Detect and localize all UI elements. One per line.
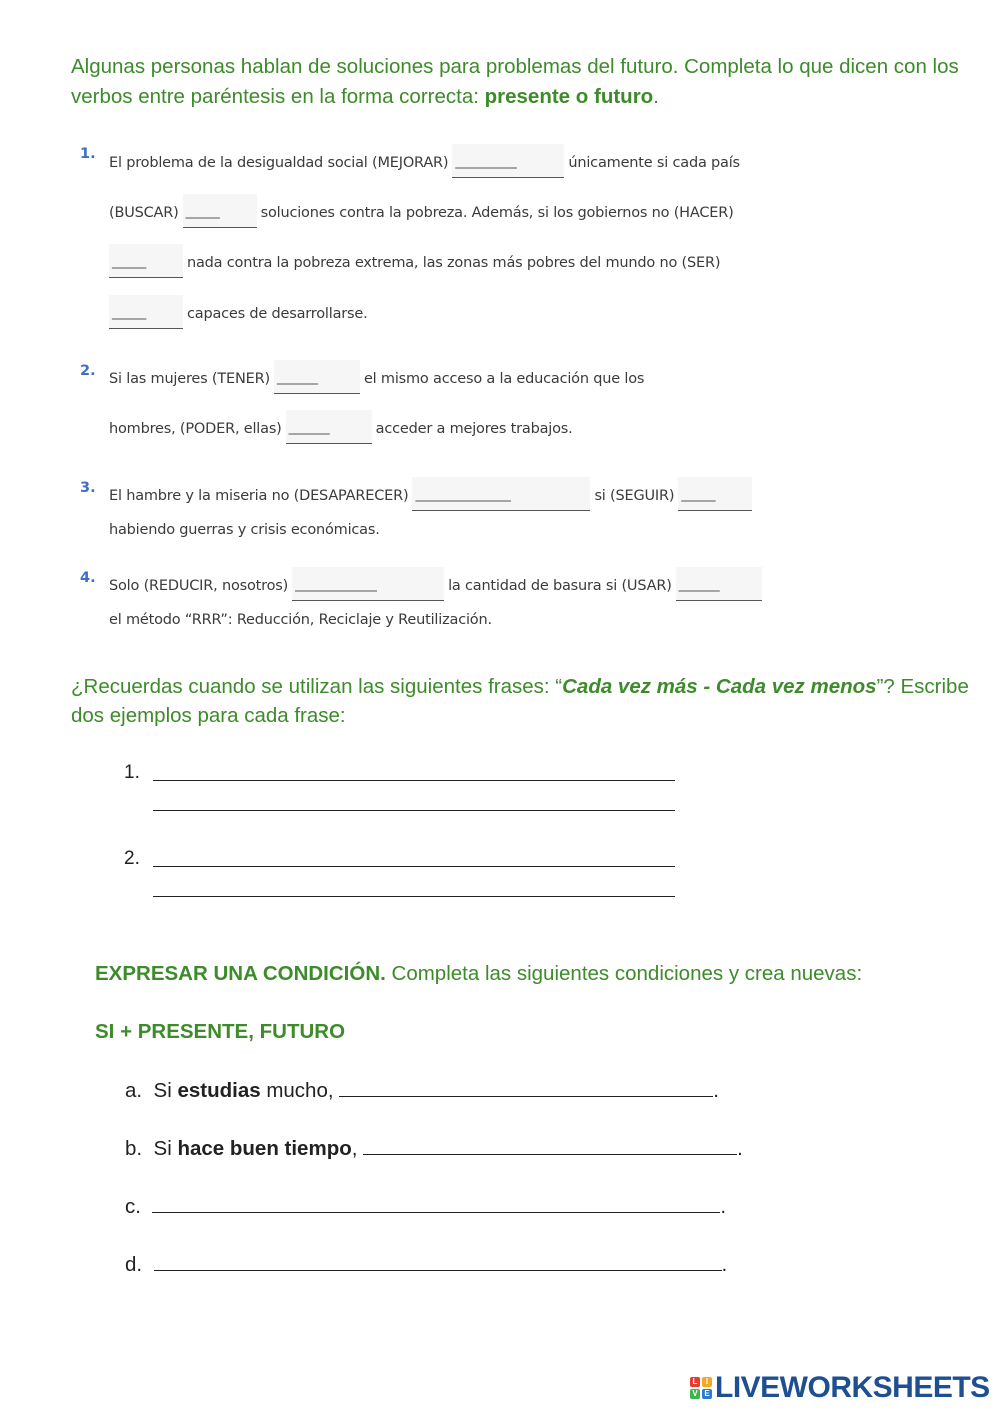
item1-text-d: soluciones contra la pobreza. Además, si los gobiernos no (HACER) (260, 205, 734, 221)
item2-text-b: el mismo acceso a la educación que los (363, 371, 645, 387)
logo-icon (690, 1377, 712, 1399)
intro-text: Algunas personas hablan de soluciones para problemas del futuro. Completa lo que dicen con los verbos entre paréntesis en la forma correcta: (71, 55, 959, 108)
logo-cell-v: V (690, 1389, 700, 1399)
item-number-1: 1. (80, 146, 96, 162)
logo-cell-l: L (690, 1377, 700, 1387)
row-c-label: c. (125, 1195, 141, 1218)
row-a-label: a. (125, 1079, 143, 1102)
item2-text-a: Si las mujeres (TENER) (109, 371, 270, 387)
condition-title-bold: EXPRESAR UNA CONDICIÓN. (95, 962, 386, 985)
item3-line2: habiendo guerras y crisis económicas. (109, 522, 380, 538)
intro-bold: presente o futuro (484, 85, 654, 108)
item4-text-b: la cantidad de basura si (USAR) (448, 578, 672, 594)
example-1-line-2[interactable] (153, 810, 675, 811)
item2-line1 (109, 362, 644, 396)
item4-text-a: Solo (REDUCIR, nosotros) (109, 578, 289, 594)
row-a-period: . (713, 1079, 719, 1102)
row-b-bold: hace buen tiempo (177, 1137, 352, 1160)
logo-text: LIVEWORKSHEETS (715, 1371, 990, 1404)
row-b-period: . (737, 1137, 743, 1160)
item-number-3: 3. (80, 480, 96, 496)
condition-subtitle: SI + PRESENTE, FUTURO (95, 1020, 346, 1043)
item2-line2 (109, 412, 573, 446)
blank-poder[interactable]: ______ (286, 410, 372, 444)
row-b-label: b. (125, 1137, 143, 1160)
condition-title-rest: Completa las siguientes condiciones y crea nuevas: (385, 962, 863, 985)
example-2-line-2[interactable] (153, 896, 675, 897)
row-a-answer-line[interactable] (339, 1078, 713, 1097)
row-a-bold: estudias (177, 1079, 261, 1102)
logo-cell-e: E (702, 1389, 712, 1399)
q2-phrase: Cada vez más - Cada vez menos (562, 675, 877, 698)
example-2-line-1[interactable] (153, 866, 675, 867)
item1-text-e: nada contra la pobreza extrema, las zonas más pobres del mundo no (SER) (187, 255, 721, 271)
blank-reducir[interactable]: ____________ (292, 567, 444, 601)
liveworksheets-logo (690, 1371, 990, 1405)
item-number-2: 2. (80, 363, 96, 379)
blank-hacer[interactable]: _____ (109, 244, 183, 278)
row-d-period: . (721, 1253, 728, 1276)
item1-text-a: El problema de la desigualdad social (MEJORAR) (109, 155, 449, 171)
item3-line1 (109, 479, 756, 513)
condition-row-c (125, 1194, 726, 1219)
item4-line1 (109, 569, 766, 603)
blank-seguir[interactable]: _____ (678, 477, 752, 511)
blank-desaparecer[interactable]: ______________ (412, 477, 590, 511)
item4-line2: el método “RRR”: Reducción, Reciclaje y Reutilización. (109, 612, 492, 628)
row-d-label: d. (125, 1253, 143, 1276)
item1-line1 (109, 146, 740, 180)
item1-line2 (109, 196, 734, 230)
item-number-4: 4. (80, 570, 96, 586)
item1-text-f: capaces de desarrollarse. (187, 306, 368, 322)
item3-text-b: si (SEGUIR) (594, 488, 675, 504)
row-b-post: , (351, 1137, 358, 1160)
blank-usar[interactable]: ______ (676, 567, 762, 601)
row-b-pre: Si (153, 1137, 178, 1160)
logo-cell-i: I (702, 1377, 712, 1387)
row-d-answer-line[interactable] (154, 1252, 722, 1271)
condition-row-a (125, 1078, 719, 1103)
row-b-answer-line[interactable] (363, 1136, 737, 1155)
condition-row-d (125, 1252, 727, 1277)
blank-tener[interactable]: ______ (274, 360, 360, 394)
condition-row-b (125, 1136, 743, 1161)
row-c-answer-line[interactable] (152, 1194, 720, 1213)
question-cada-vez (71, 672, 971, 730)
q2-pre: ¿Recuerdas cuando se utilizan las siguientes frases: “ (71, 675, 563, 698)
row-a-pre: Si (153, 1079, 178, 1102)
condition-title (95, 962, 862, 986)
item3-text-a: El hambre y la miseria no (DESAPARECER) (109, 488, 409, 504)
item1-text-c: (BUSCAR) (109, 205, 179, 221)
instructions-intro (71, 52, 961, 112)
row-a-post: mucho, (260, 1079, 334, 1102)
intro-end: . (653, 85, 659, 108)
item1-text-b: únicamente si cada país (568, 155, 740, 171)
blank-buscar[interactable]: _____ (183, 194, 257, 228)
item2-text-d: acceder a mejores trabajos. (375, 421, 573, 437)
item2-text-c: hombres, (PODER, ellas) (109, 421, 282, 437)
blank-mejorar[interactable]: _________ (452, 144, 564, 178)
item1-line3 (105, 246, 720, 280)
q2-post: ”? Escribe dos ejemplos para cada frase: (71, 675, 969, 727)
example-number-1: 1. (124, 762, 140, 783)
example-number-2: 2. (124, 848, 140, 869)
blank-ser[interactable]: _____ (109, 295, 183, 329)
example-1-line-1[interactable] (153, 780, 675, 781)
item1-line4 (105, 297, 368, 331)
row-c-period: . (720, 1195, 727, 1218)
